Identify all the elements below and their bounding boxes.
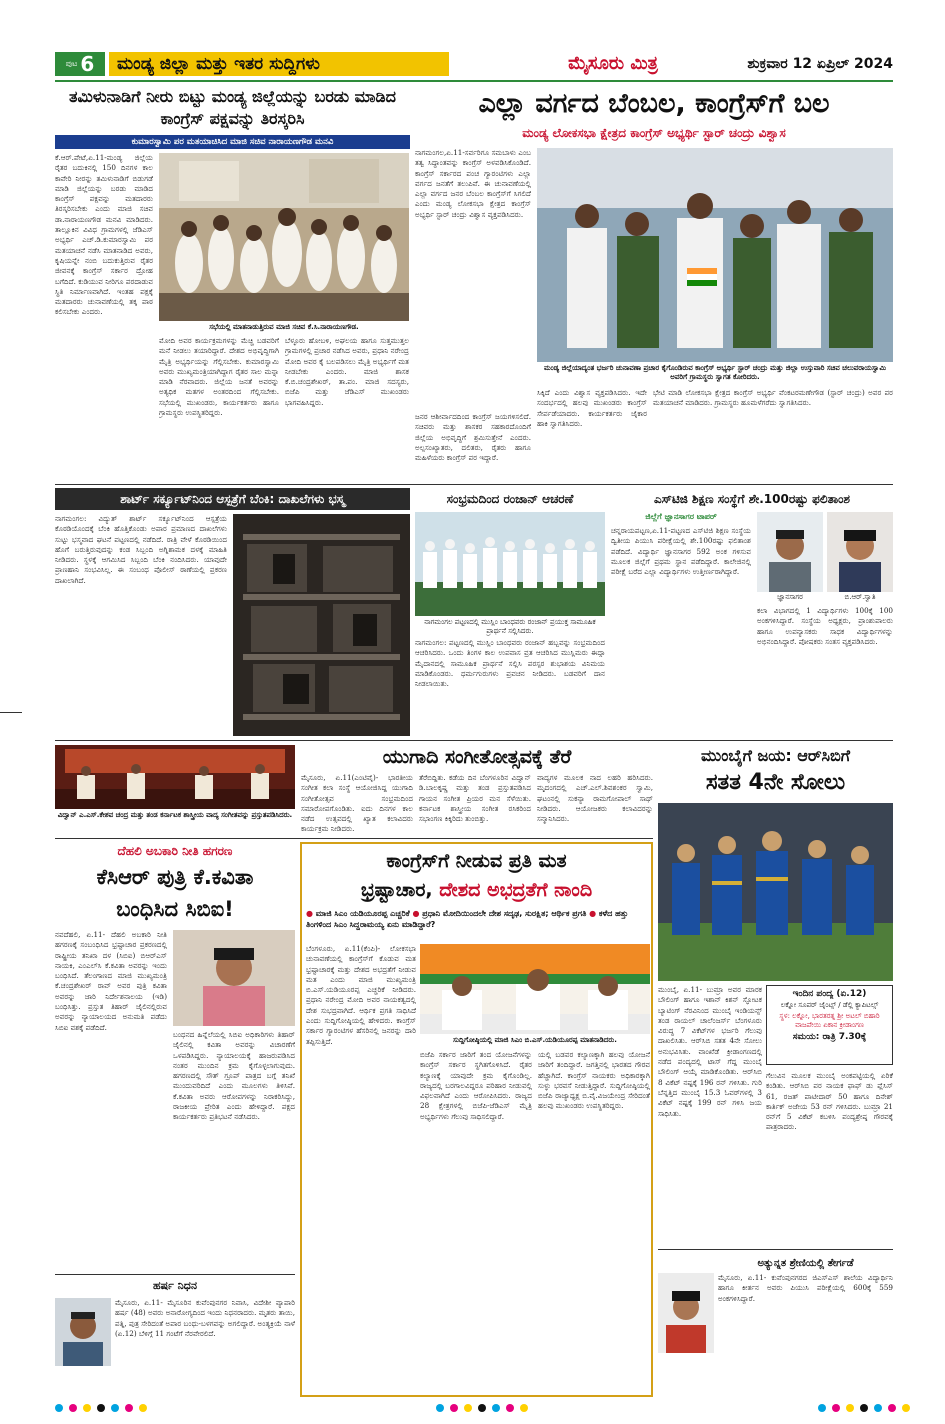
players-celebrating-photo	[658, 803, 893, 981]
vote-bullet-2: ಪ್ರಧಾನಿ ಮೋದಿಯಿಂದಲೇ ದೇಶ ಸದೃಢ, ಸುರಕ್ಷಿತ; ಆರ್ಥಿಕ ಪ್ರಗತಿ	[422, 909, 587, 918]
todays-match-box	[766, 985, 893, 1065]
tn-headline: ತಮಿಳುನಾಡಿಗೆ ನೀರು ಬಿಟ್ಟು ಮಂಡ್ಯ ಜಿಲ್ಲೆಯನ್ನು ಬರಡು ಮಾಡಿದ ಕಾಂಗ್ರೆಸ್ ಪಕ್ಷವನ್ನು ತಿರಸ್ಕರಿಸಿ	[69, 87, 396, 128]
stg-col2: ಕಲಾ ವಿಭಾಗದಲ್ಲಿ 1 ವಿದ್ಯಾರ್ಥಿಗಳು 100ಕ್ಕೆ 100 ಅಂಕಗಳಿಸಿದ್ದಾರೆ. ಸಂಸ್ಥೆಯ ಅಧ್ಯಕ್ಷರು, ಪ್ರಾಂಶುಪಾಲರು ಹಾಗೂ ಉಪನ್ಯಾಸಕರು ಸಾಧಕ ವಿದ್ಯಾರ್ಥಿಗಳನ್ನು ಅಭಿನಂದಿಸಿದ್ದಾರೆ. ಪೋಷಕರು ಸಂತಸ ವ್ಯಕ್ತಪಡಿಸಿದರು.	[757, 606, 893, 646]
stg-headline: ಎಸ್‌ಟಿಜಿ ಶಿಕ್ಷಣ ಸಂಸ್ಥೆಗೆ ಶೇ.100ರಷ್ಟು ಫಲಿತಾಂಶ	[653, 492, 851, 506]
vote-headline-part-a: ಭ್ರಷ್ಟಾಚಾರ,	[360, 879, 440, 901]
cricket-headline-line1: ಮುಂಬೈಗೆ ಜಯ: ಆರ್‌ಸಿಬಿಗೆ	[700, 746, 851, 765]
cricket-body2: ಗೆಲುವಿನ ಮೂಲಕ ಮುಂಬೈ ಅಂಕಪಟ್ಟಿಯಲ್ಲಿ ಏರಿಕೆ ಕಂಡಿತು. ಆರ್‌ಸಿಬಿ ಪರ ನಾಯಕ ಫಾಫ್ ಡು ಪ್ಲೆಸಿಸ್ 61, ರಜತ್ ಪಾಟೀದಾರ್ 50 ಹಾಗೂ ದಿನೇಶ್ ಕಾರ್ತಿಕ್ ಅಜೇಯ 53 ರನ್ ಗಳಿಸಿದರು. ಬುಮ್ರಾ 21 ರನ್‌ಗೆ 5 ವಿಕೆಟ್ ಕಬಳಿಸಿ ಪಂದ್ಯಶ್ರೇಷ್ಠ ಗೌರವಕ್ಕೆ ಪಾತ್ರರಾದರು.	[766, 1071, 893, 1132]
ugadi-col1: ಮೈಸೂರು, ಏ.11(ಎಂಟಿವೈ)- ಭಾರತೀಯ ಸಂಗೀತ ಕಲಾ ಸಂಸ್ಥೆ ಆಯೋಜಿಸಿದ್ದ ಯುಗಾದಿ ಸಂಗೀತೋತ್ಸವ ಸಂಭ್ರಮದಿಂದ ಸಮಾರೋಪಗೊಂಡಿತು. ಐದು ದಿನಗಳ ಕಾಲ ನಡೆದ ಉತ್ಸವದಲ್ಲಿ ಖ್ಯಾತ ಕಲಾವಿದರು ಕಾರ್ಯಕ್ರಮ ನೀಡಿದರು.	[301, 773, 413, 833]
student-photo-male	[757, 512, 823, 592]
registration-dot	[55, 1404, 63, 1412]
story-tamilnadu	[55, 86, 410, 482]
section-title: ಮಂಡ್ಯ ಜಿಲ್ಲಾ ಮತ್ತು ಇತರ ಸುದ್ದಿಗಳು	[109, 52, 449, 76]
story-fire	[55, 488, 410, 738]
kavitha-portrait	[173, 930, 295, 1026]
harsha-headline: ಹರ್ಷ ನಿಧನ	[153, 1279, 197, 1292]
topper-photo	[658, 1273, 714, 1353]
registration-dot	[874, 1404, 882, 1412]
bullet-dot: ●	[412, 909, 423, 918]
story-ramzan	[415, 488, 605, 738]
footer-registration-dots-center	[436, 1404, 528, 1412]
paper-name: ಮೈಸೂರು ಮಿತ್ರ	[568, 53, 658, 74]
registration-dot	[125, 1404, 133, 1412]
todays-match-title: ಇಂದಿನ ಪಂದ್ಯ (ಏ.12)	[792, 989, 867, 999]
ramzan-photo	[415, 512, 605, 616]
todays-match-teams: ಲಕ್ನೋ ಸೂಪರ್ ಜೈಂಟ್ಸ್ / ಡೆಲ್ಲಿ ಕ್ಯಾಪಿಟಲ್ಸ್	[780, 1001, 879, 1009]
registration-dot	[860, 1404, 868, 1412]
ramzan-photo-caption: ನಾಗಮಂಗಲ ಪಟ್ಟಣದಲ್ಲಿ ಮುಸ್ಲಿಂ ಬಾಂಧವರು ರಂಜಾನ್ ಪ್ರಯುಕ್ತ ಸಾಮೂಹಿಕ ಪ್ರಾರ್ಥನೆ ಸಲ್ಲಿಸಿದರು.	[424, 618, 596, 635]
tn-kicker: ಕುಮಾರಸ್ವಾಮಿ ಪರ ಮತಯಾಚಿಸಿದ ಮಾಜಿ ಸಚಿವ ನಾರಾಯಣಗೌಡ ಮನವಿ	[55, 135, 410, 149]
stg-photo1-caption: ಜ್ಞಾನಸಾಗರ	[777, 593, 803, 601]
meeting-photo	[159, 153, 409, 321]
fire-photo	[233, 514, 410, 736]
masthead	[55, 50, 893, 78]
vote-headline-line1: ಕಾಂಗ್ರೆಸ್‌ಗೆ ನೀಡುವ ಪ್ರತಿ ಮತ	[386, 850, 567, 872]
vote-headline-part-b: ದೇಶದ ಅಭದ್ರತೆಗೆ ನಾಂದಿ	[439, 879, 593, 901]
ugadi-headline: ಯುಗಾದಿ ಸಂಗೀತೋತ್ಸವಕ್ಕೆ ತೆರೆ	[382, 746, 572, 768]
page-number: 6	[80, 52, 95, 76]
harsha-rule	[55, 1274, 295, 1275]
tn-col2: ಮೋದಿ ಅವರ ಕಾರ್ಯಕ್ರಮಗಳನ್ನು ಮೆಚ್ಚಿ ಬಡವರಿಗೆ ಮನೆ ನೀಡಲು ತಯಾರಿದ್ದಾರೆ. ದೇಶದ ಅಭಿವೃದ್ಧಿಗಾಗಿ ಮೈತ್ರಿ ಅಭ್ಯರ್ಥಿಯನ್ನು ಗೆಲ್ಲಿಸಬೇಕು. ಕುಮಾರಸ್ವಾಮಿ ಅವರು ಮುಖ್ಯಮಂತ್ರಿಯಾಗಿದ್ದಾಗ ರೈತರ ಸಾಲ ಮನ್ನಾ ಮಾಡಿ ನೆರವಾದರು. ಜಿಲ್ಲೆಯ ಜನತೆ ಅವರನ್ನು ಅತ್ಯಧಿಕ ಮತಗಳ ಅಂತರದಿಂದ ಗೆಲ್ಲಿಸಬೇಕು. ಸಭೆಯಲ್ಲಿ ಮುಖಂಡರು, ಕಾರ್ಯಕರ್ತರು ಹಾಗೂ ಗ್ರಾಮಸ್ಥರು ಉಪಸ್ಥಿತರಿದ್ದರು.	[159, 336, 279, 418]
registration-dot	[450, 1404, 458, 1412]
kavitha-col2: ಬಂಧನದ ಹಿನ್ನೆಲೆಯಲ್ಲಿ ಸಿಬಿಐ ಅಧಿಕಾರಿಗಳು ತಿಹಾರ್ ಜೈಲಿನಲ್ಲಿ ಕವಿತಾ ಅವರನ್ನು ವಿಚಾರಣೆಗೆ ಒಳಪಡಿಸಿದ್ದರು. ನ್ಯಾಯಾಲಯಕ್ಕೆ ಹಾಜರುಪಡಿಸಿದ ನಂತರ ಮುಂದಿನ ಕ್ರಮ ಕೈಗೊಳ್ಳಲಾಗುವುದು. ಹಗರಣದಲ್ಲಿ ಸೌತ್ ಗ್ರೂಪ್ ಪಾತ್ರದ ಬಗ್ಗೆ ತನಿಖೆ ಮುಂದುವರಿದಿದೆ ಎಂದು ಮೂಲಗಳು ತಿಳಿಸಿವೆ. ಕೆ.ಕವಿತಾ ಅವರು ಆರೋಪಗಳನ್ನು ನಿರಾಕರಿಸಿದ್ದು, ರಾಜಕೀಯ ಪ್ರೇರಿತ ಎಂದು ಹೇಳಿದ್ದಾರೆ. ಪಕ್ಷದ ಕಾರ್ಯಕರ್ತರು ಪ್ರತಿಭಟನೆ ನಡೆಸಿದರು.	[173, 1030, 295, 1122]
registration-dot	[478, 1404, 486, 1412]
cong-col1: ನಾಗಮಂಗಲ,ಏ.11-ಸರ್ವರಿಗೂ ಸಮಬಾಳು ಎಂಬ ತತ್ವ ಸಿದ್ಧಾಂತವನ್ನು ಕಾಂಗ್ರೆಸ್ ಅಳವಡಿಸಿಕೊಂಡಿದೆ. ಕಾಂಗ್ರೆಸ್ ಸರ್ಕಾರದ ಪಂಚ ಗ್ಯಾರಂಟಿಗಳು ಎಲ್ಲಾ ವರ್ಗದ ಜನತೆಗೆ ತಲುಪಿವೆ. ಈ ಚುನಾವಣೆಯಲ್ಲಿ ಎಲ್ಲಾ ವರ್ಗದ ಜನರ ಬೆಂಬಲ ಕಾಂಗ್ರೆಸ್‌ಗೆ ಸಿಗಲಿದೆ ಎಂದು ಮಂಡ್ಯ ಲೋಕಸಭಾ ಕ್ಷೇತ್ರದ ಕಾಂಗ್ರೆಸ್ ಅಭ್ಯರ್ಥಿ ಸ್ಟಾರ್ ಚಂದ್ರು ವಿಶ್ವಾಸ ವ್ಯಕ್ತಪಡಿಸಿದರು.	[415, 148, 531, 219]
cricket-body: ಮುಂಬೈ, ಏ.11- ಬುಮ್ರಾ ಅವರ ಮಾರಕ ಬೌಲಿಂಗ್ ಹಾಗೂ ಇಶಾನ್ ಕಿಶನ್ ಸ್ಫೋಟಕ ಬ್ಯಾಟಿಂಗ್ ನೆರವಿನಿಂದ ಮುಂಬೈ ಇಂಡಿಯನ್ಸ್ ತಂಡ ರಾಯಲ್ ಚಾಲೆಂಜರ್ಸ್ ಬೆಂಗಳೂರು ವಿರುದ್ಧ 7 ವಿಕೆಟ್‌ಗಳ ಭರ್ಜರಿ ಗೆಲುವು ದಾಖಲಿಸಿತು. ಆರ್‌ಸಿಬಿ ಸತತ 4ನೇ ಸೋಲು ಅನುಭವಿಸಿತು. ವಾಂಖೆಡೆ ಕ್ರೀಡಾಂಗಣದಲ್ಲಿ ನಡೆದ ಪಂದ್ಯದಲ್ಲಿ ಟಾಸ್ ಗೆದ್ದ ಮುಂಬೈ ಬೌಲಿಂಗ್ ಆಯ್ಕೆ ಮಾಡಿಕೊಂಡಿತು. ಆರ್‌ಸಿಬಿ 8 ವಿಕೆಟ್ ನಷ್ಟಕ್ಕೆ 196 ರನ್ ಗಳಿಸಿತು. ಗುರಿ ಬೆನ್ನತ್ತಿದ ಮುಂಬೈ 15.3 ಓವರ್‌ಗಳಲ್ಲಿ 3 ವಿಕೆಟ್ ನಷ್ಟಕ್ಕೆ 199 ರನ್ ಗಳಿಸಿ ಜಯ ಸಾಧಿಸಿತು.	[658, 985, 762, 1118]
harsha-body: ಮೈಸೂರು, ಏ.11- ಮೈಸೂರಿನ ಕುವೆಂಪುನಗರ ನಿವಾಸಿ, ವಿದೇಶೀ ವ್ಯಾಪಾರಿ ಹರ್ಷ (48) ಅವರು ಅನಾರೋಗ್ಯದಿಂದ ಇಂದು ನಿಧನರಾದರು. ಮೃತರು ತಾಯಿ, ಪತ್ನಿ, ಪುತ್ರ ಸೇರಿದಂತೆ ಅಪಾರ ಬಂಧು-ಬಳಗವನ್ನು ಅಗಲಿದ್ದಾರೆ. ಅಂತ್ಯಕ್ರಿಯೆ ನಾಳೆ (ಏ.12) ಬೆಳಿಗ್ಗೆ 11 ಗಂಟೆಗೆ ನೆರವೇರಲಿದೆ.	[115, 1298, 295, 1338]
registration-dot	[97, 1404, 105, 1412]
ugadi-photo-caption: ವಿದ್ವಾನ್ ಎ.ಎಸ್.ಕೇಶವ ಚಂದ್ರ ಮತ್ತು ತಂಡ ಕರ್ನಾಟಕ ಶಾಸ್ತ್ರೀಯ ವಾದ್ಯ ಸಂಗೀತವನ್ನು ಪ್ರಸ್ತುತಪಡಿಸಿದರು.	[57, 811, 293, 819]
cong-col3: ಸಿಕ್ಕಿದೆ ಎಂದು ವಿಶ್ವಾಸ ವ್ಯಕ್ತಪಡಿಸಿದರು. ಇದೇ ಸಂದರ್ಭದಲ್ಲಿ ಹಲವು ಮುಖಂಡರು ಕಾಂಗ್ರೆಸ್ ಸೇರ್ಪಡೆಯಾದರು. ಕಾರ್ಯಕರ್ತರು ಜೈಕಾರ ಹಾಕಿ ಸ್ವಾಗತಿಸಿದರು.	[537, 388, 647, 428]
stg-photo2-caption: ಬಿ.ಆರ್.ಸ್ವಾತಿ	[844, 593, 876, 601]
student-photo-female	[658, 1273, 714, 1353]
story-ugadi	[55, 745, 653, 835]
story-stg-results	[611, 488, 893, 738]
page-label: ಪುಟ	[65, 59, 78, 68]
registration-dot	[846, 1404, 854, 1412]
issue-date: ಶುಕ್ರವಾರ 12 ಏಪ್ರಿಲ್ 2024	[747, 56, 893, 72]
vote-bullet-1: ಮಾಜಿ ಸಿಎಂ ಯಡಿಯೂರಪ್ಪ ಎಚ್ಚರಿಕೆ	[315, 909, 410, 918]
story-cricket	[658, 745, 893, 1400]
story-congress	[415, 86, 893, 482]
footer-registration-dots-right	[818, 1404, 910, 1412]
ugadi-col3: ವಾದ್ಯಗಳ ಮೂಲಕ ನಾದ ಲಹರಿ ಹರಿಸಿದರು. ಮೃದಂಗದಲ್ಲಿ ಎಚ್.ಎಲ್.ಶಿವಶಂಕರ ಸ್ವಾಮಿ, ಘಟಂನಲ್ಲಿ ಸುಕನ್ಯಾ ರಾಮಗೋಪಾಲ್ ಸಾಥ್ ನೀಡಿದರು. ಆಯೋಜಕರು ಕಲಾವಿದರನ್ನು ಸನ್ಮಾನಿಸಿದರು.	[537, 773, 653, 824]
vote-col2: ಬಿಜೆಪಿ ಸರ್ಕಾರ ಜಾರಿಗೆ ತಂದ ಯೋಜನೆಗಳನ್ನು ಕಾಂಗ್ರೆಸ್ ಸರ್ಕಾರ ಸ್ಥಗಿತಗೊಳಿಸಿದೆ. ರೈತರ ಕಲ್ಯಾಣಕ್ಕೆ ಯಾವುದೇ ಕ್ರಮ ಕೈಗೊಂಡಿಲ್ಲ. ರಾಜ್ಯದಲ್ಲಿ ಬರಗಾಲವಿದ್ದರೂ ಪರಿಹಾರ ನೀಡುವಲ್ಲಿ ವಿಫಲವಾಗಿದೆ ಎಂದು ಆರೋಪಿಸಿದರು. ರಾಜ್ಯದ 28 ಕ್ಷೇತ್ರಗಳಲ್ಲಿ ಬಿಜೆಪಿ-ಜೆಡಿಎಸ್ ಮೈತ್ರಿ ಅಭ್ಯರ್ಥಿಗಳು ಗೆಲುವು ಸಾಧಿಸಲಿದ್ದಾರೆ.	[420, 1050, 532, 1121]
todays-match-venue: ಸ್ಥಳ: ಲಕ್ನೋ, ಭಾರತರತ್ನ ಶ್ರೀ ಅಟಲ್ ಬಿಹಾರಿ ವಾಜಪೇಯಿ ಏಕಾನ ಕ್ರೀಡಾಂಗಣ	[779, 1012, 880, 1029]
stg-kicker: ಜಿಲ್ಲೆಗೆ ಜ್ಞಾನಸಾಗರ ಟಾಪರ್	[645, 512, 717, 521]
registration-dot	[83, 1404, 91, 1412]
registration-dot	[888, 1404, 896, 1412]
prayer-photo	[415, 512, 605, 616]
bullet-dot: ●	[306, 909, 316, 918]
tn-col1: ಕೆ.ಆರ್.ಪೇಟೆ,ಏ.11-ಮಂಡ್ಯ ಜಿಲ್ಲೆಯ ರೈತರ ಬದುಕಿನಲ್ಲಿ 150 ದಿನಗಳ ಕಾಲ ಕಾವೇರಿ ನೀರನ್ನು ತಮಿಳುನಾಡಿಗೆ ಬಿಡುಗಡೆ ಮಾಡಿ ಜಿಲ್ಲೆಯನ್ನು ಬರಡು ಮಾಡಿದ ಕಾಂಗ್ರೆಸ್ ಪಕ್ಷವನ್ನು ಮತದಾರರು ತಿರಸ್ಕರಿಸಬೇಕು ಎಂದು ಮಾಜಿ ಸಚಿವ ಡಾ.ನಾರಾಯಣಗೌಡ ಮನವಿ ಮಾಡಿದರು. ತಾಲ್ಲೂಕಿನ ವಿವಿಧ ಗ್ರಾಮಗಳಲ್ಲಿ ಜೆಡಿಎಸ್ ಅಭ್ಯರ್ಥಿ ಎಚ್.ಡಿ.ಕುಮಾರಸ್ವಾಮಿ ಪರ ಮತಯಾಚನೆ ನಡೆಸಿ ಮಾತನಾಡಿದ ಅವರು, ಕೃಷಿಯನ್ನೇ ನಂಬಿ ಬದುಕುತ್ತಿರುವ ರೈತರ ಜೀವನಕ್ಕೆ ಕಾಂಗ್ರೆಸ್ ಸರ್ಕಾರ ದ್ರೋಹ ಬಗೆದಿದೆ. ಕುಡಿಯುವ ನೀರಿಗೂ ಪರದಾಡುವ ಸ್ಥಿತಿ ನಿರ್ಮಾಣವಾಗಿದೆ. ಇಂತಹ ಪಕ್ಷಕ್ಕೆ ಮತದಾರರು ಚುನಾವಣೆಯಲ್ಲಿ ತಕ್ಕ ಪಾಠ ಕಲಿಸಬೇಕು ಎಂದರು.	[55, 153, 153, 317]
burnt-shelves-photo	[233, 514, 410, 736]
harsha-photo	[55, 1298, 111, 1366]
page-number-badge	[55, 52, 105, 76]
registration-dot	[111, 1404, 119, 1412]
stg-photo2	[827, 512, 893, 592]
vote-photo-caption: ಸುದ್ದಿಗೋಷ್ಠಿಯಲ್ಲಿ ಮಾಜಿ ಸಿಎಂ ಬಿ.ಎಸ್.ಯಡಿಯೂರಪ್ಪ ಮಾತನಾಡಿದರು.	[453, 1036, 617, 1044]
ugadi-photo	[55, 745, 295, 809]
tn-col3: ಬೆಳ್ಳೂರು ಹೋಬಳಿ, ಅಘಲಯ ಹಾಗೂ ಸುತ್ತಮುತ್ತಲ ಗ್ರಾಮಗಳಲ್ಲಿ ಪ್ರಚಾರ ನಡೆಸಿದ ಅವರು, ಪ್ರಧಾನಿ ನರೇಂದ್ರ ಮೋದಿ ಅವರ ಕೈ ಬಲಪಡಿಸಲು ಮೈತ್ರಿ ಅಭ್ಯರ್ಥಿಗೆ ಮತ ನೀಡಬೇಕು ಎಂದರು. ಮಾಜಿ ಶಾಸಕ ಕೆ.ಬಿ.ಚಂದ್ರಶೇಖರ್, ತಾ.ಪಂ. ಮಾಜಿ ಸದಸ್ಯರು, ಬಿಜೆಪಿ ಮತ್ತು ಜೆಡಿಎಸ್ ಮುಖಂಡರು ಭಾಗವಹಿಸಿದ್ದರು.	[285, 336, 409, 407]
cong-photo	[537, 148, 893, 362]
tn-photo	[159, 153, 409, 321]
campaign-photo	[537, 148, 893, 362]
cricket-headline-line2: ಸತತ 4ನೇ ಸೋಲು	[705, 770, 846, 795]
vote-col3: ಯಲ್ಲಿ ಬಡವರ ಕಲ್ಯಾಣಕ್ಕಾಗಿ ಹಲವು ಯೋಜನೆ ಜಾರಿಗೆ ತಂದಿದ್ದಾರೆ. ಜಗತ್ತಿನಲ್ಲಿ ಭಾರತದ ಗೌರವ ಹೆಚ್ಚಾಗಿದೆ. ಕಾಂಗ್ರೆಸ್ ನಾಯಕರು ಅಧಿಕಾರಕ್ಕಾಗಿ ಸುಳ್ಳು ಭರವಸೆ ನೀಡುತ್ತಿದ್ದಾರೆ. ಸುದ್ದಿಗೋಷ್ಠಿಯಲ್ಲಿ ಬಿಜೆಪಿ ರಾಜ್ಯಾಧ್ಯಕ್ಷ ಬಿ.ವೈ.ವಿಜಯೇಂದ್ರ ಸೇರಿದಂತೆ ಹಲವು ಮುಖಂಡರು ಉಪಸ್ಥಿತರಿದ್ದರು.	[538, 1050, 650, 1111]
vote-bullet-3: ಕಳೆದ ಹತ್ತು ತಿಂಗಳಿಂದ ಸಿಎಂ ಸಿದ್ದರಾಮಯ್ಯ ಏನು ಮಾಡಿದ್ದಾರೆ?	[306, 909, 629, 929]
harsha-portrait	[55, 1298, 111, 1366]
vote-col1: ಬೆಂಗಳೂರು, ಏ.11(ಕೆಂಪಿ)- ಲೋಕಸಭಾ ಚುನಾವಣೆಯಲ್ಲಿ ಕಾಂಗ್ರೆಸ್‌ಗೆ ಕೊಡುವ ಮತ ಭ್ರಷ್ಟಾಚಾರಕ್ಕೆ ಮತ್ತು ದೇಶದ ಅಭದ್ರತೆಗೆ ನೀಡುವ ಮತ ಎಂದು ಮಾಜಿ ಮುಖ್ಯಮಂತ್ರಿ ಬಿ.ಎಸ್.ಯಡಿಯೂರಪ್ಪ ಎಚ್ಚರಿಕೆ ನೀಡಿದರು. ಪ್ರಧಾನಿ ನರೇಂದ್ರ ಮೋದಿ ಅವರ ನಾಯಕತ್ವದಲ್ಲಿ ದೇಶ ಸುಭದ್ರವಾಗಿದೆ. ಆರ್ಥಿಕ ಪ್ರಗತಿ ಸಾಧಿಸಿದೆ ಎಂದು ಸುದ್ದಿಗೋಷ್ಠಿಯಲ್ಲಿ ಹೇಳಿದರು. ಕಾಂಗ್ರೆಸ್ ಸರ್ಕಾರ ಗ್ಯಾರಂಟಿಗಳ ಹೆಸರಿನಲ್ಲಿ ಜನರನ್ನು ದಾರಿ ತಪ್ಪಿಸುತ್ತಿದೆ.	[306, 944, 416, 1046]
bullet-dot: ●	[589, 909, 599, 918]
cricket-photo	[658, 803, 893, 981]
registration-dot	[506, 1404, 514, 1412]
registration-dot	[832, 1404, 840, 1412]
cong-subhead: ಮಂಡ್ಯ ಲೋಕಸಭಾ ಕ್ಷೇತ್ರದ ಕಾಂಗ್ರೆಸ್ ಅಭ್ಯರ್ಥಿ ಸ್ಟಾರ್ ಚಂದ್ರು ವಿಶ್ವಾಸ	[522, 126, 786, 140]
registration-dot	[436, 1404, 444, 1412]
stg-photo1	[757, 512, 823, 592]
masthead-rule	[55, 80, 893, 82]
fire-body: ನಾಗಮಂಗಲ: ವಿದ್ಯುತ್ ಶಾರ್ಟ್ ಸರ್ಕ್ಯೂಟ್‌ನಿಂದ ಆಸ್ಪತ್ರೆಯ ಕೊಠಡಿಯೊಂದಕ್ಕೆ ಬೆಂಕಿ ಹೊತ್ತಿಕೊಂಡು ಅಪಾರ ಪ್ರಮಾಣದ ದಾಖಲೆಗಳು ಸುಟ್ಟು ಭಸ್ಮವಾದ ಘಟನೆ ಪಟ್ಟಣದಲ್ಲಿ ನಡೆದಿದೆ. ರಾತ್ರಿ ವೇಳೆ ಕೊಠಡಿಯಿಂದ ಹೊಗೆ ಬರುತ್ತಿರುವುದನ್ನು ಕಂಡ ಸಿಬ್ಬಂದಿ ಅಗ್ನಿಶಾಮಕ ದಳಕ್ಕೆ ಮಾಹಿತಿ ನೀಡಿದರು. ಸ್ಥಳಕ್ಕೆ ಆಗಮಿಸಿದ ಸಿಬ್ಬಂದಿ ಬೆಂಕಿ ನಂದಿಸಿದರು. ಯಾವುದೇ ಪ್ರಾಣಹಾನಿ ಸಂಭವಿಸಿಲ್ಲ. ಈ ಸಂಬಂಧ ಪೊಲೀಸ್ ಠಾಣೆಯಲ್ಲಿ ಪ್ರಕರಣ ದಾಖಲಾಗಿದೆ.	[55, 514, 227, 585]
vote-bullets	[306, 908, 647, 942]
cong-col4: ಭೇಟಿ ಮಾಡಿ ಲೋಕಸಭಾ ಕ್ಷೇತ್ರದ ಕಾಂಗ್ರೆಸ್ ಅಭ್ಯರ್ಥಿ ವೆಂಕಟರಮಣೇಗೌಡ (ಸ್ಟಾರ್ ಚಂದ್ರು) ಅವರ ಪರ ಮತಯಾಚನೆ ಮಾಡಿದರು. ಗ್ರಾಮಸ್ಥರು ಹೂಮಳೆಗರೆದು ಸ್ವಾಗತಿಸಿದರು.	[653, 388, 893, 408]
kavitha-kicker: ದೆಹಲಿ ಅಬಕಾರಿ ನೀತಿ ಹಗರಣ	[117, 844, 233, 858]
concert-photo	[55, 745, 295, 809]
row2-rule	[55, 740, 893, 741]
student-photo-female	[827, 512, 893, 592]
vote-photo	[420, 944, 650, 1034]
vote-headline-line2	[302, 876, 651, 904]
footer-registration-dots-left	[55, 1404, 147, 1412]
story-kavitha	[55, 842, 295, 1397]
cricket-box-rule	[658, 1249, 893, 1250]
story-vote	[300, 842, 653, 1397]
kavitha-col1: ನವದೆಹಲಿ, ಏ.11- ದೆಹಲಿ ಅಬಕಾರಿ ನೀತಿ ಹಗರಣಕ್ಕೆ ಸಂಬಂಧಿಸಿದ ಭ್ರಷ್ಟಾಚಾರ ಪ್ರಕರಣದಲ್ಲಿ ರಾಷ್ಟ್ರೀಯ ತನಿಖಾ ದಳ (ಸಿಬಿಐ) ಬಿಆರ್‌ಎಸ್ ನಾಯಕಿ, ಎಂಎಲ್‌ಸಿ ಕೆ.ಕವಿತಾ ಅವರನ್ನು ಇಂದು ಬಂಧಿಸಿದೆ. ತೆಲಂಗಾಣದ ಮಾಜಿ ಮುಖ್ಯಮಂತ್ರಿ ಕೆ.ಚಂದ್ರಶೇಖರ್ ರಾವ್ ಅವರ ಪುತ್ರಿ ಕವಿತಾ ಅವರನ್ನು ಜಾರಿ ನಿರ್ದೇಶನಾಲಯ (ಇಡಿ) ಬಂಧಿಸಿತ್ತು. ಪ್ರಸ್ತುತ ತಿಹಾರ್ ಜೈಲಿನಲ್ಲಿರುವ ಅವರನ್ನು ನ್ಯಾಯಾಲಯದ ಅನುಮತಿ ಪಡೆದು ಸಿಬಿಐ ವಶಕ್ಕೆ ಪಡೆದಿದೆ.	[55, 930, 167, 1032]
cong-photo-caption: ಮಂಡ್ಯ ಜಿಲ್ಲೆಯಾದ್ಯಂತ ಭರ್ಜರಿ ಚುನಾವಣಾ ಪ್ರಚಾರ ಕೈಗೊಂಡಿರುವ ಕಾಂಗ್ರೆಸ್ ಅಭ್ಯರ್ಥಿ ಸ್ಟಾರ್ ಚಂದ್ರು ಮತ್ತು ಜಿಲ್ಲಾ ಉಸ್ತುವಾರಿ ಸಚಿವ ಚಲುವರಾಯಸ್ವಾಮಿ ಅವರಿಗೆ ಗ್ರಾಮಸ್ಥರು ಸ್ವಾಗತ ಕೋರಿದರು.	[543, 364, 887, 381]
kavitha-photo	[173, 930, 295, 1026]
registration-dot	[69, 1404, 77, 1412]
topper-body: ಮೈಸೂರು, ಏ.11- ಕುವೆಂಪುನಗರದ ಜಿಎಸ್‌ಎಸ್ ಶಾಲೆಯ ವಿದ್ಯಾರ್ಥಿನಿ ಹಾಗೂ ಕೀರ್ತನ ಅವರು ಪಿಯುಸಿ ಪರೀಕ್ಷೆಯಲ್ಲಿ 600ಕ್ಕೆ 559 ಅಂಕಗಳಿಸಿದ್ದಾರೆ.	[718, 1273, 893, 1303]
fire-headline: ಶಾರ್ಟ್ ಸರ್ಕ್ಯೂಟ್‌ನಿಂದ ಆಸ್ಪತ್ರೆಗೆ ಬೆಂಕಿ: ದಾಖಲೆಗಳು ಭಸ್ಮ	[55, 488, 410, 510]
stg-col1: ಚನ್ನರಾಯಪಟ್ಟಣ,ಏ.11-ಪಟ್ಟಣದ ಎಸ್‌ಟಿಜಿ ಶಿಕ್ಷಣ ಸಂಸ್ಥೆಯ ದ್ವಿತೀಯ ಪಿಯುಸಿ ಪರೀಕ್ಷೆಯಲ್ಲಿ ಶೇ.100ರಷ್ಟು ಫಲಿತಾಂಶ ಪಡೆದಿದೆ. ವಿದ್ಯಾರ್ಥಿ ಜ್ಞಾನಸಾಗರ 592 ಅಂಕ ಗಳಿಸುವ ಮೂಲಕ ಜಿಲ್ಲೆಗೆ ಪ್ರಥಮ ಸ್ಥಾನ ಪಡೆದಿದ್ದಾರೆ. ಕಾಲೇಜಿನಲ್ಲಿ ಪರೀಕ್ಷೆ ಬರೆದ ಎಲ್ಲಾ ವಿದ್ಯಾರ್ಥಿಗಳು ಉತ್ತೀರ್ಣರಾಗಿದ್ದಾರೆ.	[611, 526, 751, 577]
row3-rule	[55, 838, 653, 839]
registration-dot	[520, 1404, 528, 1412]
todays-match-time: ಸಮಯ: ರಾತ್ರಿ 7.30ಕ್ಕೆ	[792, 1032, 867, 1042]
registration-dot	[139, 1404, 147, 1412]
registration-dot	[492, 1404, 500, 1412]
row1-rule	[55, 484, 893, 485]
ramzan-headline: ಸಂಭ್ರಮದಿಂದ ರಂಜಾನ್ ಆಚರಣೆ	[446, 492, 574, 506]
tn-photo-caption: ಸಭೆಯಲ್ಲಿ ಮಾತನಾಡುತ್ತಿರುವ ಮಾಜಿ ಸಚಿವ ಕೆ.ಸಿ.ನಾರಾಯಣಗೌಡ.	[209, 323, 359, 331]
kavitha-headline-line2: ಬಂಧಿಸಿದ ಸಿಬಿಐ!	[116, 897, 234, 921]
registration-dot	[818, 1404, 826, 1412]
ramzan-body: ನಾಗಮಂಗಲ: ಪಟ್ಟಣದಲ್ಲಿ ಮುಸ್ಲಿಂ ಬಾಂಧವರು ರಂಜಾನ್ ಹಬ್ಬವನ್ನು ಸಂಭ್ರಮದಿಂದ ಆಚರಿಸಿದರು. ಒಂದು ತಿಂಗಳ ಕಾಲ ಉಪವಾಸ ವ್ರತ ಆಚರಿಸಿದ ಮುಸ್ಲಿಮರು ಈದ್ಗಾ ಮೈದಾನದಲ್ಲಿ ಸಾಮೂಹಿಕ ಪ್ರಾರ್ಥನೆ ಸಲ್ಲಿಸಿ ಪರಸ್ಪರ ಶುಭಾಶಯ ವಿನಿಮಯ ಮಾಡಿಕೊಂಡರು. ಧರ್ಮಗುರುಗಳು ಪ್ರವಚನ ನೀಡಿದರು. ಬಡವರಿಗೆ ದಾನ ನೀಡಲಾಯಿತು.	[415, 638, 605, 689]
margin-mark	[0, 712, 22, 713]
cong-col2: ಜನರ ಆಶೀರ್ವಾದದಿಂದ ಕಾಂಗ್ರೆಸ್ ಜಯಗಳಿಸಲಿದೆ. ಸಚಿವರು ಮತ್ತು ಶಾಸಕರ ಸಹಕಾರದೊಂದಿಗೆ ಜಿಲ್ಲೆಯ ಅಭಿವೃದ್ಧಿಗೆ ಶ್ರಮಿಸುತ್ತೇನೆ ಎಂದರು. ಅಲ್ಪಸಂಖ್ಯಾತರು, ದಲಿತರು, ರೈತರು ಹಾಗೂ ಮಹಿಳೆಯರು ಕಾಂಗ್ರೆಸ್ ಪರ ಇದ್ದಾರೆ.	[415, 412, 531, 463]
kavitha-headline-line1: ಕೆಸಿಆರ್ ಪುತ್ರಿ ಕೆ.ಕವಿತಾ	[96, 865, 254, 889]
cong-headline: ಎಲ್ಲಾ ವರ್ಗದ ಬೆಂಬಲ, ಕಾಂಗ್ರೆಸ್‌ಗೆ ಬಲ	[478, 88, 830, 119]
ugadi-col2: ತೆರೆಬಿದ್ದಿತು. ಕಡೆಯ ದಿನ ಬೆಂಗಳೂರಿನ ವಿದ್ವಾನ್ ಡಿ.ಬಾಲಕೃಷ್ಣ ಮತ್ತು ತಂಡ ಪ್ರಸ್ತುತಪಡಿಸಿದ ಗಾಯನ ಸಂಗೀತ ಪ್ರಿಯರ ಮನ ಸೆಳೆಯಿತು. ಕರ್ನಾಟಕ ಶಾಸ್ತ್ರೀಯ ಸಂಗೀತ ರಸಿಕರಿಂದ ಸಭಾಂಗಣ ಕಿಕ್ಕಿರಿದು ತುಂಬಿತ್ತು.	[419, 773, 531, 824]
registration-dot	[464, 1404, 472, 1412]
registration-dot	[902, 1404, 910, 1412]
press-meet-photo	[420, 944, 650, 1034]
topper-title: ಅತ್ಯುನ್ನತ ಶ್ರೇಣಿಯಲ್ಲಿ ತೇರ್ಗಡೆ	[757, 1258, 854, 1269]
